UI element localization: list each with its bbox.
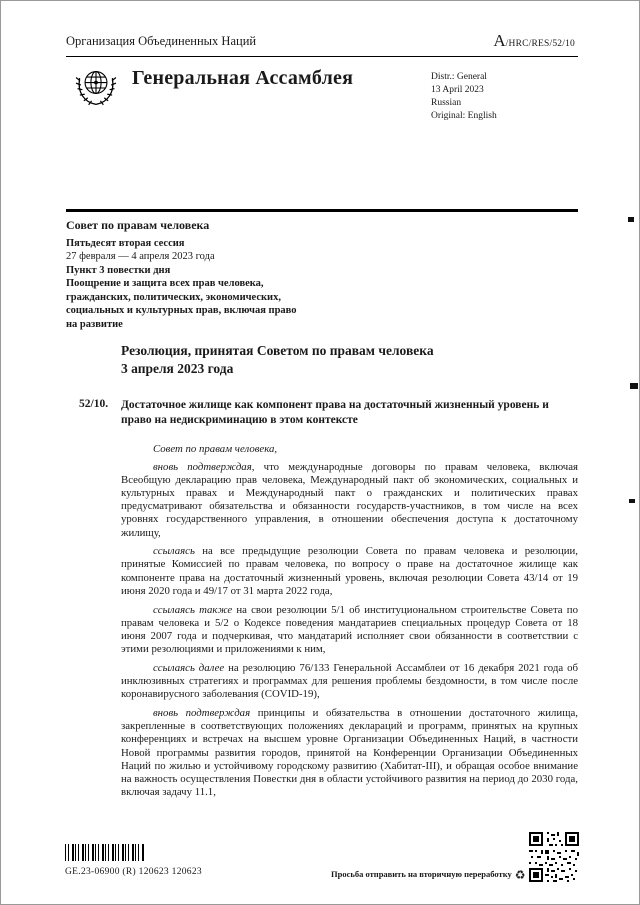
paragraph-text: на свои резолюции 5/1 об институциональном строительстве Совета по правам человека и 5/2 о Кодексе поведения мандатариев специальных процедур Совета от 18 июня 2007 года и подчеркивая, что мандатарий исполняет свои обязанности в соответствии с этими резолюциями и приложениями к ним, — [121, 603, 578, 656]
header-rule-thin — [66, 56, 578, 57]
paragraph-lead: ссылаясь далее — [153, 661, 225, 674]
resolution-title — [121, 342, 578, 377]
council-name: Совет по правам человека — [66, 218, 210, 232]
paragraph-text: на все предыдущие резолюции Совета по правам человека и резолюции, принятые Комиссией по правам человека, по вопросу о праве на достаточное жилище как компоненте права на достаточный жизненный уровень, включая резолюции Совета 43/14 от 19 июня 2020 года и 49/17 от 31 марта 2022 года, — [121, 545, 578, 597]
recycle-icon: ♻ — [514, 868, 526, 882]
resolution-title-line1: Резолюция, принятая Советом по правам человека — [121, 343, 434, 358]
session-dates: 27 февраля — 4 апреля 2023 года — [66, 251, 215, 262]
language-line: Russian — [431, 98, 462, 108]
un-emblem-icon — [71, 63, 121, 113]
paragraph-text: принципы и обязательства в отношении достаточного жилища, закрепленные в соответствующих положениях деклараций и программ, принятых на крупных конференциях и встречах на высшем уровне Организации Объединенных Наций, в частности Новой программы развития городов, принятой на Конференции Организации Объединенных Наций по жилью и устойчивому городскому развитию (Хабитат-III), и обращая особое внимание на важность осуществления Повестки дня в области устойчивого развития на период до 2030 года, включая задачу 11.1, — [121, 706, 579, 799]
preamble-paragraph — [121, 461, 578, 540]
session-number: Пятьдесят вторая сессия — [66, 237, 185, 249]
recycle-text: Просьба отправить на вторичную переработку — [331, 869, 512, 879]
scan-artifact — [628, 217, 634, 222]
preamble-paragraph — [121, 707, 578, 799]
symbol-number: /HRC/RES/52/10 — [505, 39, 575, 49]
original-line: Original: English — [431, 111, 497, 121]
session-block — [66, 219, 316, 331]
resolution-title-line2: 3 апреля 2023 года — [121, 360, 234, 376]
paragraph-text: на резолюцию 76/133 Генеральной Ассамблеи от 16 декабря 2021 года об инклюзивных стратегиях и программах для решения проблемы бездомности, в том числе после коронавирусного заболевания (COVID-19), — [121, 661, 578, 701]
header-rule-thick — [66, 209, 578, 212]
paragraph-lead: ссылаясь — [153, 545, 195, 558]
qr-code — [529, 832, 579, 882]
paragraph-lead: ссылаясь также — [153, 603, 233, 616]
preamble-paragraph — [121, 662, 578, 702]
preamble-paragraph — [121, 545, 578, 598]
document-reference: GE.23-06900 (R) 120623 120623 — [65, 867, 202, 877]
scan-artifact — [629, 499, 635, 503]
agenda-title: Поощрение и защита всех прав человека, гражданских, политических, экономических, социальных и культурных прав, включая право на развитие — [66, 278, 297, 330]
resolution-number: 52/10. — [79, 398, 109, 410]
resolution-heading — [79, 398, 578, 428]
date-line: 13 April 2023 — [431, 85, 484, 95]
barcode — [65, 844, 145, 861]
agenda-item: Пункт 3 повестки дня — [66, 264, 171, 276]
opening-line: Совет по правам человека, — [153, 443, 278, 455]
resolution-subject: Достаточное жилище как компонент права на достаточный жизненный уровень и право на недискриминацию в этом контексте — [121, 399, 549, 426]
org-name: Организация Объединенных Наций — [66, 34, 257, 48]
distribution-block — [431, 71, 497, 123]
symbol-series: A — [493, 31, 506, 50]
resolution-body — [79, 342, 579, 799]
assembly-title: Генеральная Ассамблея — [132, 67, 354, 89]
preamble-paragraph — [121, 604, 578, 657]
document-symbol — [493, 31, 575, 51]
paragraph-text: , что международные договоры по правам человека, включая Всеобщую декларацию прав человека, Международный пакт об экономических, социальных и культурных правах и Международный пакт о гражданских и политических правах предусматривают обязательства и обязанности государств-участников, в том числе на всех уровнях государственного управления, в отношении обеспечения доступа к достаточному жилищу, — [121, 460, 578, 539]
paragraph-lead: вновь подтверждая — [153, 460, 252, 473]
distr-line: Distr.: General — [431, 72, 487, 82]
paragraph-lead: вновь подтверждая — [153, 706, 251, 719]
scan-artifact — [630, 383, 638, 389]
recycle-note — [331, 868, 526, 883]
